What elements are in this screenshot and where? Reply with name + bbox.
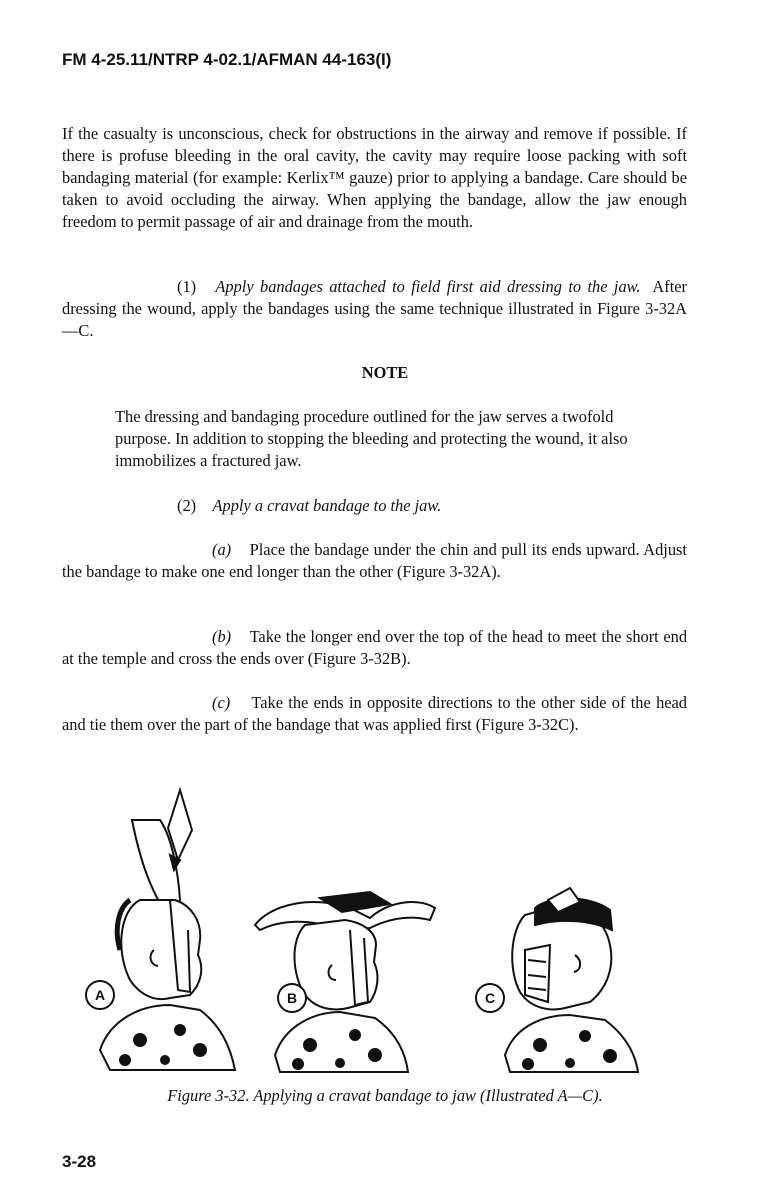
figure-caption: Figure 3-32. Applying a cravat bandage to jaw (Illustrated A—C). — [167, 1086, 603, 1105]
step-1-number: (1) — [177, 277, 197, 296]
note-text: The dressing and bandaging procedure outlined for the jaw serves a twofold purpose. In addition to stopping the bleeding and protecting the wound, it also immobilizes a fractured jaw. — [115, 407, 628, 470]
illustration-a — [100, 790, 235, 1070]
marker-a-label: A — [94, 987, 106, 1003]
paragraph-step-1 — [62, 276, 687, 342]
marker-c-label: C — [484, 990, 496, 1006]
note-heading: NOTE — [361, 363, 409, 382]
step-2-title: Apply a cravat bandage to the jaw. — [212, 496, 442, 515]
step-b-text: Take the longer end over the top of the head to meet the short end at the temple and cross the ends over (Figure 3-32B). — [62, 627, 688, 668]
marker-b-label: B — [286, 990, 298, 1006]
step-a-letter: (a) — [212, 540, 232, 559]
marker-c — [476, 984, 504, 1012]
step-1-text: After dressing the wound, apply the bandages using the same technique illustrated in Figure 3-32A—C. — [62, 277, 687, 340]
marker-a — [86, 981, 114, 1009]
paragraph-step-b — [62, 626, 687, 670]
figure-illustration — [70, 780, 710, 1080]
paragraph-step-2 — [62, 495, 687, 517]
paragraph-airway: If the casualty is unconscious, check for obstructions in the airway and remove if possible. If there is profuse bleeding in the oral cavity, the cavity may require loose packing with soft bandaging material (for example: Kerlix™ gauze) prior to applying a bandage. Care should be taken to avoid occluding the airway. When applying the bandage, allow the jaw enough freedom to permit passage of air and drainage from the mouth. — [62, 124, 687, 231]
paragraph-step-c — [62, 692, 687, 736]
step-1-title: Apply bandages attached to field first aid dressing to the jaw. — [215, 277, 641, 296]
illustration-b — [255, 892, 435, 1072]
step-c-letter: (c) — [212, 693, 231, 712]
page-header: FM 4-25.11/NTRP 4-02.1/AFMAN 44-163(I) — [62, 50, 392, 69]
illustration-c — [505, 888, 638, 1072]
page-number: 3-28 — [62, 1152, 97, 1171]
step-c-text: Take the ends in opposite directions to the other side of the head and tie them over the part of the bandage that was applied first (Figure 3-32C). — [62, 693, 688, 734]
step-b-letter: (b) — [212, 627, 232, 646]
marker-b — [278, 984, 306, 1012]
step-a-text: Place the bandage under the chin and pull its ends upward. Adjust the bandage to make one end longer than the other (Figure 3-32A). — [62, 540, 687, 581]
step-2-number: (2) — [177, 496, 197, 515]
paragraph-step-a — [62, 539, 687, 583]
